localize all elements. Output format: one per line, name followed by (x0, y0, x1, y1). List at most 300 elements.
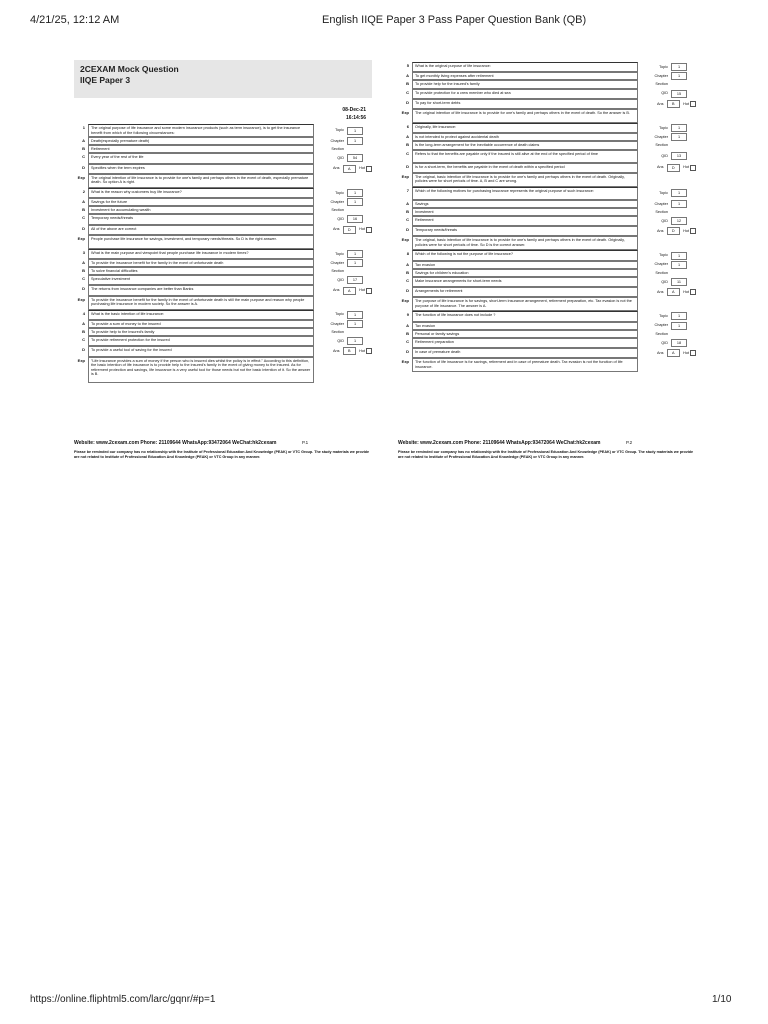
row-meta (638, 226, 696, 236)
meta-value: A (343, 165, 357, 173)
row-text: Which of the following is not the purpose of life insurance? (412, 250, 638, 260)
row-text: Investment (412, 208, 638, 216)
row-meta (638, 99, 696, 109)
option-a (398, 72, 696, 80)
row-text: To provide retirement protection for the insured (88, 336, 314, 346)
meta-label: Section (331, 329, 344, 334)
hot-label: Hot (683, 350, 689, 355)
row-meta (638, 358, 696, 372)
meta-label: Topic (659, 314, 668, 319)
explanation-row (74, 357, 372, 383)
hot-label: Hot (683, 229, 689, 234)
row-meta (314, 225, 372, 235)
page-num-left: P.1 (302, 440, 309, 445)
row-label: Exp (77, 174, 85, 180)
meta-value: 1 (347, 320, 363, 328)
row-label: C (406, 150, 409, 156)
meta-label: Section (331, 207, 344, 212)
doc-page-1 (74, 60, 372, 459)
row-meta (314, 275, 372, 285)
row-text: Every year of the rest of the life (88, 153, 314, 163)
row-label: B (406, 208, 409, 214)
row-label: C (82, 215, 85, 221)
question-block (74, 124, 372, 188)
row-text: To provide a sum of money to the insured (88, 320, 314, 328)
option-c (74, 336, 372, 346)
hot-label: Hot (359, 288, 365, 293)
row-label: 1 (82, 125, 85, 130)
row-text: To get monthly living expenses after retirement (412, 72, 638, 80)
option-b (398, 141, 696, 149)
question-block (398, 250, 696, 311)
row-label: A (406, 200, 409, 206)
question-row (74, 188, 372, 198)
row-label: Exp (401, 173, 409, 179)
row-label: B (82, 268, 85, 274)
row-meta (314, 296, 372, 310)
row-label: 5 (406, 63, 409, 68)
option-b (398, 269, 696, 277)
row-label: A (406, 261, 409, 267)
meta-label: Chapter (330, 321, 344, 326)
explanation-row (398, 297, 696, 311)
meta-label: Ans (656, 229, 664, 234)
question-block (74, 188, 372, 249)
row-meta (314, 206, 372, 214)
question-row (398, 250, 696, 260)
row-meta (638, 150, 696, 163)
meta-value: 1 (347, 127, 363, 135)
doc-title: 2CEXAM Mock Question (80, 64, 179, 74)
row-meta (638, 89, 696, 99)
row-meta (314, 235, 372, 249)
question-list-right (398, 62, 696, 372)
row-text: The returns from insurance companies are better than Banks (88, 285, 314, 295)
option-c (74, 214, 372, 224)
meta-label: Chapter (654, 262, 668, 267)
row-label: A (406, 73, 409, 79)
row-text: Retirement (412, 216, 638, 226)
hot-label: Hot (359, 349, 365, 354)
meta-value: 1 (347, 311, 363, 319)
row-text: People purchase life insurance for savings, investment, and temporary needs/threats. So D is the right answer. (88, 235, 314, 249)
row-text: The original, basic intention of life insurance is to provide for one's family and perhaps others in the event of death. Originally, policies were for short periods of time. A, B and C are wrong. (412, 173, 638, 187)
option-b (74, 267, 372, 275)
option-a (74, 259, 372, 267)
meta-label: Topic (335, 312, 344, 317)
hot-checkbox[interactable] (690, 228, 696, 234)
hot-label: Hot (683, 290, 689, 294)
hot-toggle[interactable] (359, 166, 372, 172)
row-meta (314, 328, 372, 336)
row-label: 7 (406, 187, 409, 193)
row-meta (314, 145, 372, 153)
option-d (398, 163, 696, 173)
hot-checkbox[interactable] (366, 227, 372, 233)
option-b (74, 145, 372, 153)
row-meta (638, 269, 696, 277)
row-meta (314, 188, 372, 198)
meta-label: Section (331, 147, 344, 151)
row-meta (638, 287, 696, 297)
explanation-row (74, 235, 372, 249)
meta-value: 1 (671, 252, 687, 260)
option-c (398, 89, 696, 99)
meta-value: 1 (671, 200, 687, 208)
row-text: To solve financial difficulties (88, 267, 314, 275)
row-label: Exp (401, 109, 409, 115)
page-footer-left (74, 440, 394, 460)
row-text: All of the above are correct (88, 225, 314, 235)
meta-value: 1 (671, 261, 687, 269)
meta-value: 1 (671, 72, 687, 80)
row-meta (638, 236, 696, 250)
row-text: Temporary needs/threats (412, 226, 638, 236)
row-meta (314, 137, 372, 145)
meta-value: 54 (347, 154, 363, 162)
row-label: 2 (82, 188, 85, 194)
row-meta (314, 153, 372, 163)
row-meta (638, 338, 696, 348)
hot-toggle[interactable] (359, 348, 372, 354)
row-label: B (406, 330, 409, 336)
question-block (398, 311, 696, 372)
row-label: Exp (401, 298, 409, 304)
row-label: C (82, 276, 85, 282)
row-text: Is not intended to protect against accidental death (412, 133, 638, 141)
question-row (74, 310, 372, 320)
website-line: Website: www.2cexam.com Phone: 21109644 WhatsApp:93472064 WeChat:hk2cexam (74, 440, 277, 446)
option-a (398, 261, 696, 269)
row-text: What is the basic intention of life insurance: (88, 310, 314, 320)
row-label: 9 (406, 312, 409, 318)
option-c (74, 275, 372, 285)
row-label: Exp (401, 359, 409, 365)
row-label: C (406, 278, 409, 283)
meta-label: Chapter (654, 134, 668, 139)
row-meta (638, 322, 696, 330)
row-meta (638, 348, 696, 358)
row-meta (638, 187, 696, 200)
row-text: To provide the insurance benefit for the family in the event of unfortunate death is still the main purpose and reason why people purchasing life insurance in modern society. So the answer is A. (88, 296, 314, 310)
hot-label: Hot (683, 101, 689, 106)
row-text: To pay for short-term debts (412, 99, 638, 109)
meta-label: Chapter (330, 260, 344, 265)
row-text: Which of the following motives for purchasing insurance represents the original purpose of such insurance: (412, 187, 638, 200)
explanation-row (398, 236, 696, 250)
meta-value: D (667, 227, 681, 235)
print-url[interactable]: https://online.fliphtml5.com/larc/gqnr/#p=1 (30, 994, 216, 1005)
row-label: B (82, 207, 85, 213)
row-label: D (82, 286, 85, 292)
doc-subtitle: IIQE Paper 3 (80, 75, 131, 85)
option-a (398, 322, 696, 330)
option-c (74, 153, 372, 163)
option-a (74, 198, 372, 206)
meta-label: Section (655, 143, 668, 148)
row-label: A (82, 138, 85, 143)
explanation-row (74, 296, 372, 310)
meta-value: 1 (347, 189, 363, 197)
option-b (74, 206, 372, 214)
meta-label: QID (661, 153, 668, 158)
option-d (398, 226, 696, 236)
option-d (398, 287, 696, 297)
meta-value: 18 (671, 339, 687, 347)
option-b (398, 80, 696, 88)
row-meta (314, 164, 372, 174)
meta-value: A (343, 287, 357, 295)
row-meta (314, 198, 372, 206)
hot-label: Hot (359, 227, 365, 232)
row-text: Temporary needs/threats (88, 214, 314, 224)
option-b (398, 330, 696, 338)
hot-checkbox[interactable] (690, 165, 696, 171)
disclaimer: Please be reminded our company has no relationship with the Institute of Professional Education And Knowledge (PEAK) or VTC Group. The study materials we provide are not related to Institute of Professional Education And Knowledge (PEAK) or VTC Group in any manner. (74, 450, 370, 459)
hot-toggle[interactable] (683, 165, 696, 171)
meta-label: Topic (335, 251, 344, 256)
option-d (74, 225, 372, 235)
row-meta (638, 163, 696, 173)
hot-checkbox[interactable] (366, 166, 372, 172)
row-text: What is the reason why customers buy life insurance? (88, 188, 314, 198)
meta-label: Topic (335, 128, 344, 133)
row-text: "Life insurance provides a sum of money if the person who is insured dies whilst the policy is in effect." According to this definition, the basic intention of life insurance is to provide help to the insured's family in the event of giving money to the insured. As for retirement protection and savings, life insurance is a very useful tool for those needs but not the basic intention of it. So the answer is B. (88, 357, 314, 383)
meta-value: 1 (347, 198, 363, 206)
row-label: A (82, 198, 85, 204)
question-block (398, 62, 696, 123)
question-row (398, 62, 696, 72)
row-meta (314, 320, 372, 328)
hot-toggle[interactable] (683, 350, 696, 356)
website-line: Website: www.2cexam.com Phone: 21109644 WhatsApp:93472064 WeChat:hk2cexam (398, 440, 601, 446)
row-text: Tax evasion (412, 261, 638, 269)
row-label: C (406, 217, 409, 223)
row-label: 8 (406, 251, 409, 257)
meta-label: Ans (332, 288, 340, 293)
print-date: 4/21/25, 12:12 AM (30, 14, 120, 26)
row-text: Savings for the future (88, 198, 314, 206)
row-meta (638, 208, 696, 216)
row-label: D (406, 349, 409, 355)
meta-label: Ans (656, 350, 664, 355)
row-text: Speculative investment (88, 275, 314, 285)
hot-toggle[interactable] (683, 289, 696, 295)
row-label: 6 (406, 123, 409, 129)
meta-label: Topic (659, 125, 668, 130)
row-meta (638, 173, 696, 187)
doc-title-box (74, 60, 372, 98)
question-row (398, 311, 696, 321)
meta-label: Ans (332, 227, 340, 232)
row-meta (638, 216, 696, 226)
row-text: Arrangements for retirement (412, 287, 638, 297)
row-meta (638, 109, 696, 123)
question-list-left (74, 124, 372, 383)
hot-toggle[interactable] (359, 288, 372, 294)
hot-checkbox[interactable] (690, 101, 696, 107)
row-label: D (406, 227, 409, 233)
row-label: D (406, 99, 409, 105)
row-text: What is the main purpose and viewpoint that people purchase life insurance in modern times? (88, 249, 314, 259)
row-text: To provide the insurance benefit for the family in the event of unfortunate death (88, 259, 314, 267)
row-label: 4 (82, 310, 85, 316)
option-c (398, 150, 696, 163)
row-meta (638, 311, 696, 321)
row-meta (314, 249, 372, 259)
meta-label: Chapter (654, 201, 668, 206)
option-d (74, 285, 372, 295)
explanation-row (398, 109, 696, 123)
meta-value: 16 (347, 215, 363, 223)
meta-label: QID (661, 279, 668, 284)
question-row (398, 187, 696, 200)
row-text: Refers to that the benefits are payable only if the insured is still alive at the end of the specified period of time (412, 150, 638, 163)
meta-label: Ans (656, 101, 664, 106)
option-a (74, 320, 372, 328)
row-text: To provide help to the insured's family (88, 328, 314, 336)
row-text: Retirement (88, 145, 314, 153)
question-block (398, 187, 696, 251)
meta-label: QID (661, 91, 668, 96)
row-label: C (82, 337, 85, 343)
row-meta (314, 357, 372, 383)
explanation-row (398, 358, 696, 372)
row-label: D (82, 347, 85, 353)
meta-value: 1 (671, 124, 687, 132)
row-text: The function of life insurance does not include ? (412, 311, 638, 321)
meta-value: 1 (671, 189, 687, 197)
option-c (398, 216, 696, 226)
row-meta (638, 200, 696, 208)
meta-label: QID (337, 278, 344, 283)
hot-toggle[interactable] (683, 101, 696, 107)
hot-checkbox[interactable] (366, 288, 372, 294)
row-meta (638, 141, 696, 149)
question-block (74, 249, 372, 310)
option-a (398, 133, 696, 141)
option-d (74, 346, 372, 356)
row-text: Savings for children's education (412, 269, 638, 277)
row-label: B (82, 329, 85, 334)
question-row (74, 124, 372, 137)
row-text: The original, basic intention of life insurance is to provide for one's family and perhaps others in the event of death. Originally, policies were for short periods of time. So D is the correct answer. (412, 236, 638, 250)
row-label: Exp (401, 237, 409, 243)
question-block (74, 310, 372, 383)
row-meta (638, 80, 696, 88)
row-meta (314, 267, 372, 275)
row-meta (638, 250, 696, 260)
hot-checkbox[interactable] (366, 348, 372, 354)
row-text: Personal or family savings (412, 330, 638, 338)
option-d (398, 348, 696, 358)
meta-value: D (667, 164, 681, 172)
row-text: In case of premature death (412, 348, 638, 358)
hot-toggle[interactable] (683, 228, 696, 234)
meta-value: A (667, 288, 681, 296)
row-label: B (406, 142, 409, 148)
row-text: To provide help for the insured's family (412, 80, 638, 88)
meta-label: QID (337, 217, 344, 222)
meta-label: Ans (656, 290, 664, 294)
hot-checkbox[interactable] (690, 350, 696, 356)
page-num-right: P.2 (626, 440, 633, 445)
row-label: Exp (77, 296, 85, 302)
row-meta (314, 124, 372, 137)
row-text: Is the long-term arrangement for the inevitable occurrence of death claims (412, 141, 638, 149)
row-text: Make insurance arrangements for short-term needs (412, 277, 638, 287)
hot-toggle[interactable] (359, 227, 372, 233)
meta-label: Ans (332, 349, 340, 354)
meta-value: D (343, 226, 357, 234)
meta-value: B (343, 347, 357, 355)
meta-value: 17 (347, 276, 363, 284)
row-label: C (406, 89, 409, 95)
meta-value: 15 (671, 90, 687, 98)
row-meta (638, 72, 696, 80)
row-label: C (82, 154, 85, 160)
row-label: C (406, 338, 409, 344)
meta-label: QID (337, 339, 344, 343)
row-label: B (82, 146, 85, 152)
explanation-row (74, 174, 372, 188)
meta-label: Topic (659, 190, 668, 195)
meta-label: Section (655, 209, 668, 214)
row-text: The original purpose of life insurance and some modern insurance products (such as term insurance), is to get the insurance benefit from which of the following circumstances: (88, 124, 314, 137)
row-text: To provide a useful tool of saving for the insured (88, 346, 314, 356)
row-meta (638, 297, 696, 311)
meta-value: 1 (347, 250, 363, 258)
row-text: The original intention of life insurance is to provide for one's family and perhaps others in the event of death, especially premature death. So option A is right. (88, 174, 314, 188)
meta-value: 1 (347, 337, 363, 345)
row-label: D (82, 225, 85, 231)
row-label: 3 (82, 249, 85, 255)
row-label: B (406, 269, 409, 275)
row-label: Exp (77, 235, 85, 241)
row-text: Death(especially premature death) (88, 137, 314, 145)
row-meta (314, 174, 372, 188)
meta-label: Section (655, 82, 668, 87)
print-page-number: 1/10 (712, 994, 732, 1005)
explanation-row (398, 173, 696, 187)
option-c (398, 277, 696, 287)
row-label: A (82, 320, 85, 326)
meta-value: 1 (671, 322, 687, 330)
row-text: Is for a short-term, the benefits are payable in the event of death within a specified period (412, 163, 638, 173)
meta-value: 1 (347, 137, 363, 145)
meta-label: Section (331, 268, 344, 273)
hot-checkbox[interactable] (690, 289, 696, 295)
row-meta (638, 133, 696, 141)
meta-value: A (667, 349, 681, 357)
option-a (74, 137, 372, 145)
row-meta (638, 123, 696, 133)
row-meta (638, 261, 696, 269)
meta-value: 1 (347, 259, 363, 267)
meta-value: 1 (671, 133, 687, 141)
page-footer-right (398, 440, 718, 460)
meta-value: B (667, 100, 681, 108)
option-b (398, 208, 696, 216)
row-label: D (406, 163, 409, 169)
doc-date: 08-Dec-21 (342, 107, 366, 113)
meta-label: Chapter (330, 138, 344, 143)
row-text: Originally, life insurance: (412, 123, 638, 133)
meta-label: Ans (656, 165, 664, 170)
row-label: D (82, 164, 85, 170)
row-label: A (406, 322, 409, 328)
question-row (74, 249, 372, 259)
